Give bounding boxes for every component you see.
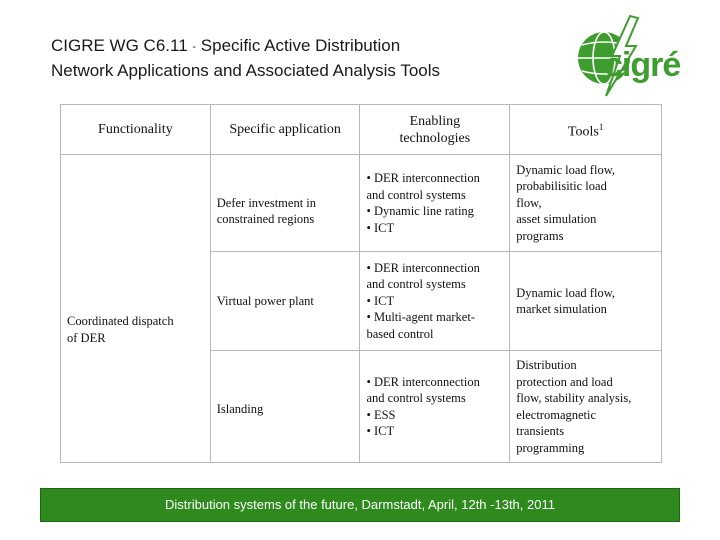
tools-cell: Dynamic load flow, market simulation [510, 252, 662, 351]
header-row [61, 105, 662, 155]
title-prefix: CIGRE WG C6.11 [51, 36, 188, 55]
application-cell: Islanding [210, 351, 360, 463]
functionality-cell: Coordinated dispatch of DER [61, 155, 211, 463]
technologies-cell: • DER interconnection and control systems • ICT • Multi-agent market- based control [360, 252, 510, 351]
slide-title [51, 34, 440, 82]
title-dash: - [192, 41, 197, 53]
table-row [61, 155, 662, 252]
header-functionality: Functionality [61, 105, 211, 155]
tools-cell: Dynamic load flow, probabilisitic load flow, asset simulation programs [510, 155, 662, 252]
footer-text: Distribution systems of the future, Darmstadt, April, 12th -13th, 2011 [165, 497, 555, 512]
application-cell: Virtual power plant [210, 252, 360, 351]
application-cell: Defer investment in constrained regions [210, 155, 360, 252]
technologies-cell: • DER interconnection and control systems • ESS • ICT [360, 351, 510, 463]
header-technologies: Enabling technologies [360, 105, 510, 155]
title-line2: Network Applications and Associated Analysis Tools [51, 61, 441, 80]
technologies-cell: • DER interconnection and control systems • Dynamic line rating • ICT [360, 155, 510, 252]
header-tools: Tools$^1$ [510, 105, 662, 155]
logo-wordmark: cigré [604, 46, 681, 84]
footer-bar [40, 488, 680, 522]
tools-cell: Distribution protection and load flow, stability analysis, electromagnetic transients programming [510, 351, 662, 463]
header-application: Specific application [210, 105, 360, 155]
header-tools-superscript: 1 [598, 121, 604, 132]
applications-table [60, 104, 662, 463]
title-line1-rest: Specific Active Distribution [200, 36, 401, 55]
